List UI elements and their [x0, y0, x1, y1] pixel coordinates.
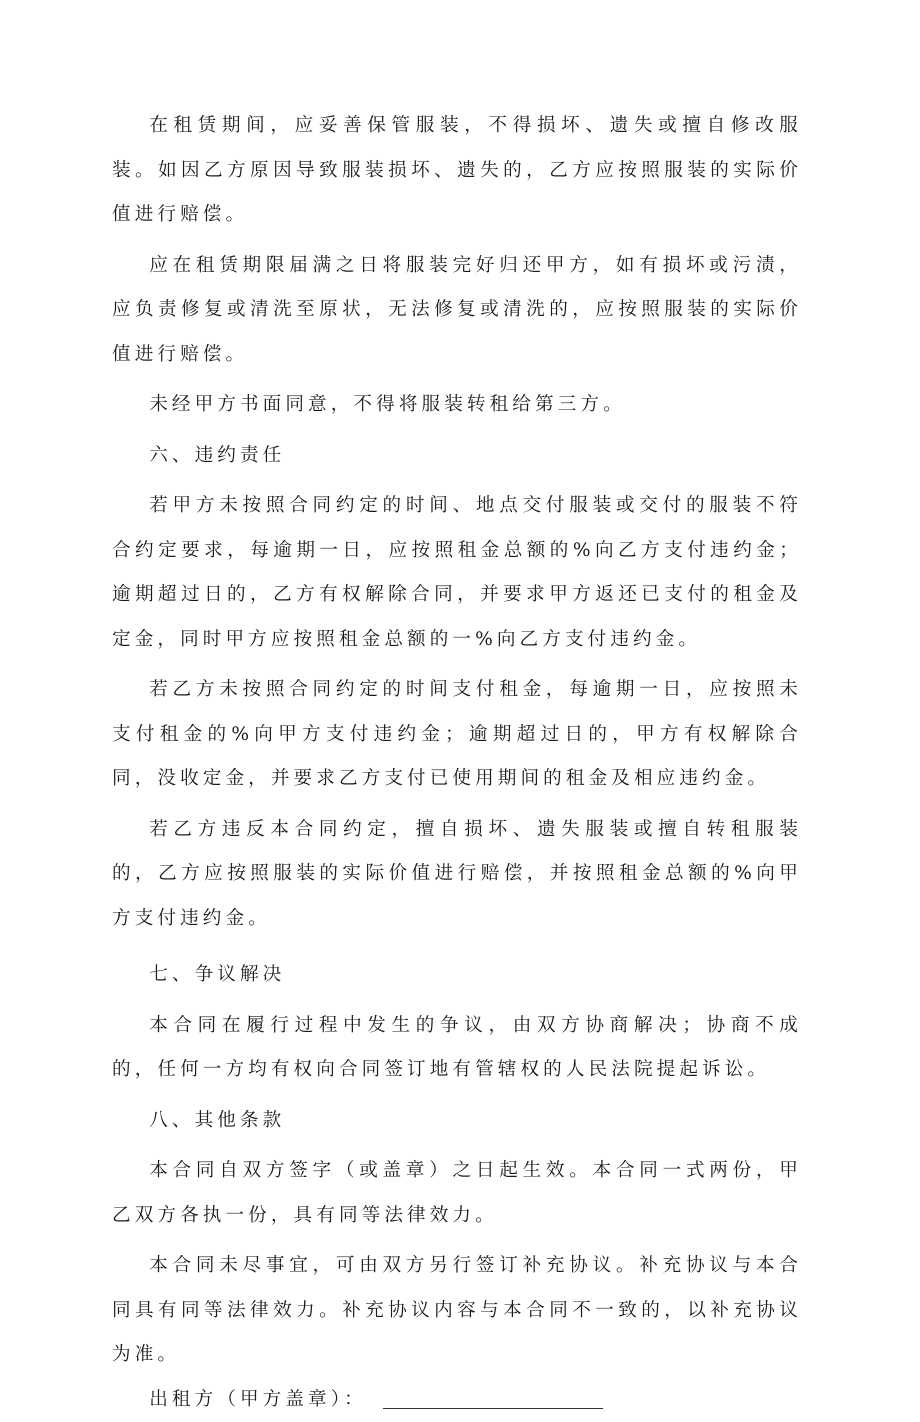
paragraph: 若乙方未按照合同约定的时间支付租金，每逾期一日，应按照未支付租金的%向甲方支付违约金；逾期超过日的，甲方有权解除合同，没收定金，并要求乙方支付已使用期间的租金及相应违约金。: [112, 668, 802, 802]
signature-label: 出租方（甲方盖章）：: [149, 1389, 367, 1410]
paragraph: 若乙方违反本合同约定，擅自损坏、遗失服装或擅自转租服装的，乙方应按照服装的实际价值进行赔偿，并按照租金总额的%向甲方支付违约金。: [112, 808, 802, 942]
section-heading-8: 八、其他条款: [112, 1099, 802, 1144]
paragraph: 本合同在履行过程中发生的争议，由双方协商解决；协商不成的，任何一方均有权向合同签订地有管辖权的人民法院提起诉讼。: [112, 1004, 802, 1093]
paragraph: 在租赁期间，应妥善保管服装，不得损坏、遗失或擅自修改服装。如因乙方原因导致服装损坏、遗失的，乙方应按照服装的实际价值进行赔偿。: [112, 104, 802, 238]
signature-blank: [383, 1382, 603, 1409]
document-body: [112, 104, 802, 1422]
paragraph: 应在租赁期限届满之日将服装完好归还甲方，如有损坏或污渍，应负责修复或清洗至原状，无法修复或清洗的，应按照服装的实际价值进行赔偿。: [112, 244, 802, 378]
section-heading-6: 六、违约责任: [112, 434, 802, 479]
paragraph: 未经甲方书面同意，不得将服装转租给第三方。: [112, 383, 802, 428]
signature-line: [112, 1378, 802, 1422]
paragraph: 本合同自双方签字（或盖章）之日起生效。本合同一式两份，甲乙双方各执一份，具有同等法律效力。: [112, 1149, 802, 1238]
section-heading-7: 七、争议解决: [112, 953, 802, 998]
paragraph: 若甲方未按照合同约定的时间、地点交付服装或交付的服装不符合约定要求，每逾期一日，应按照租金总额的%向乙方支付违约金；逾期超过日的，乙方有权解除合同，并要求甲方返还已支付的租金及定金，同时甲方应按照租金总额的一%向乙方支付违约金。: [112, 484, 802, 662]
paragraph: 本合同未尽事宜，可由双方另行签订补充协议。补充协议与本合同具有同等法律效力。补充协议内容与本合同不一致的，以补充协议为准。: [112, 1244, 802, 1378]
